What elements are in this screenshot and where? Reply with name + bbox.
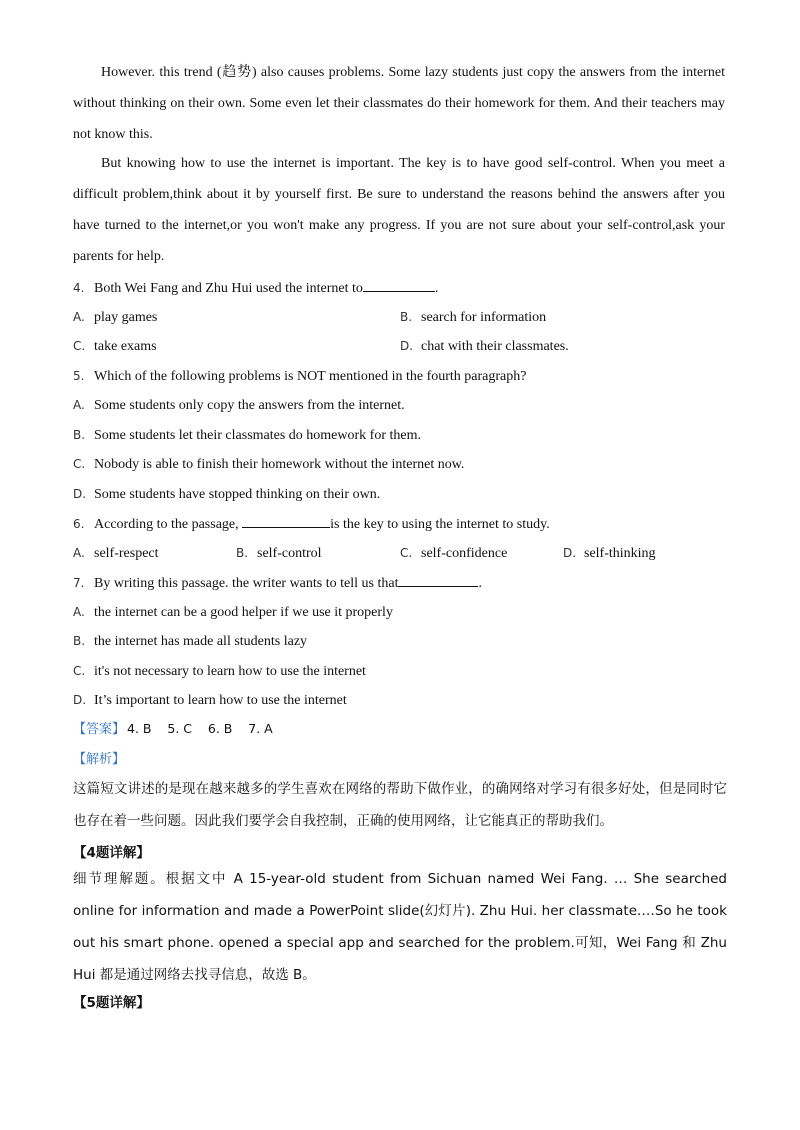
question-7-option-d: D. It’s important to learn how to use the internet xyxy=(73,693,347,708)
analysis-tag: 【解析】 xyxy=(73,752,126,767)
answer-keys: 4. B 5. C 6. B 7. A xyxy=(127,721,273,736)
question-4-detail: 细节理解题。根据文中 A 15-year-old student from Sichuan named Wei Fang. … She searched online for information and made a PowerPoint slide(幻灯片). Zhu Hui. her classmate.…So he took out his smart phone. opened a special app and searched for the problem.可知，Wei Fang 和 Zhu Hui 都是通过网络去找寻信息，故选 B。 xyxy=(73,871,727,983)
question-5-option-d: D. Some students have stopped thinking on their own. xyxy=(73,487,381,502)
question-4-stem: 4. Both Wei Fang and Zhu Hui used the internet to . xyxy=(73,277,438,299)
question-4-option-d: D. chat with their classmates. xyxy=(400,339,569,354)
question-6-option-a: A. self-respect xyxy=(73,546,159,561)
analysis-heading xyxy=(73,750,125,770)
question-7-stem: 7. By writing this passage. the writer wants to tell us that . xyxy=(73,572,482,594)
answer-tag: 【答案】 xyxy=(73,722,126,737)
question-7-option-a: A. the internet can be a good helper if we use it properly xyxy=(73,605,393,620)
question-4-option-a: A. play games xyxy=(73,310,158,325)
question-4-option-b: B. search for information xyxy=(400,310,547,325)
question-5-stem: 5. Which of the following problems is NOT mentioned in the fourth paragraph? xyxy=(73,369,527,384)
question-6-option-c: C. self-confidence xyxy=(400,546,508,561)
question-5-option-a: A. Some students only copy the answers from the internet. xyxy=(73,398,405,413)
question-5-option-b: B. Some students let their classmates do homework for them. xyxy=(73,428,421,443)
passage-paragraph-1: However. this trend (趋势) also causes problems. Some lazy students just copy the answers from the internet without thinking on their own. Some even let their classmates do their homework for them. And their teachers may not know this. xyxy=(73,65,725,142)
answer-blank xyxy=(242,513,330,528)
passage-paragraph-2: But knowing how to use the internet is important. The key is to have good self-control. When you meet a difficult problem,think about it by yourself first. Be sure to understand the reasons behind the answers after you have turned to the internet,or you won't make any progress. If you are not sure about your self-control,ask your parents for help. xyxy=(73,156,725,264)
answer-blank xyxy=(398,572,478,587)
answer-blank xyxy=(363,277,435,292)
question-5-detail-heading: 【5题详解】 xyxy=(73,995,150,1011)
analysis-summary: 这篇短文讲述的是现在越来越多的学生喜欢在网络的帮助下做作业，的确网络对学习有很多好处，但是同时它也存在着一些问题。因此我们要学会自我控制，正确的使用网络，让它能真正的帮助我们。 xyxy=(73,781,727,829)
answer-line xyxy=(73,719,273,740)
question-4-option-c: C. take exams xyxy=(73,339,157,354)
question-6-stem: 6. According to the passage, is the key to using the internet to study. xyxy=(73,513,550,535)
question-7-option-c: C. it's not necessary to learn how to use the internet xyxy=(73,664,366,679)
question-4-detail-heading: 【4题详解】 xyxy=(73,845,150,861)
question-6-option-d: D. self-thinking xyxy=(563,546,656,561)
question-5-option-c: C. Nobody is able to finish their homework without the internet now. xyxy=(73,457,465,472)
question-7-option-b: B. the internet has made all students lazy xyxy=(73,634,308,649)
question-6-option-b: B. self-control xyxy=(236,546,322,561)
